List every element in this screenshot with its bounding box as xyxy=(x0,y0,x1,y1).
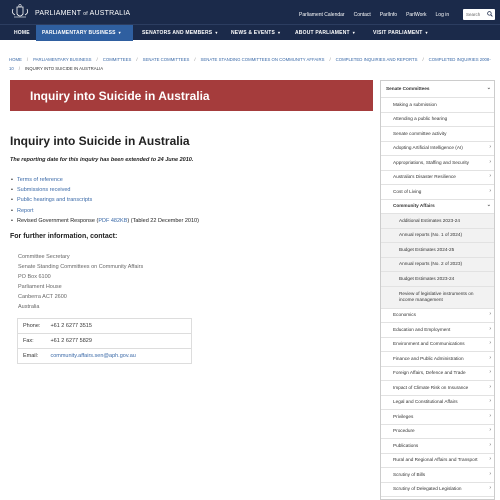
sidebar-item-label: Publications xyxy=(393,442,419,448)
sidebar-section[interactable] xyxy=(381,200,494,215)
breadcrumb-separator: / xyxy=(329,57,331,62)
breadcrumb-separator: / xyxy=(96,57,98,62)
nav-news-events[interactable]: NEWS & EVENTS ▾ xyxy=(231,30,281,36)
list-item xyxy=(11,185,199,195)
chevron-down-icon: ▾ xyxy=(215,30,218,35)
nav-home[interactable]: HOME xyxy=(14,30,30,36)
sidebar-item-label: Australia's Disaster Resilience xyxy=(393,174,456,180)
chevron-right-icon[interactable]: › xyxy=(489,470,491,477)
sidebar-subitem[interactable] xyxy=(381,229,494,244)
sidebar-item-label: Additional Estimates 2023-24 xyxy=(399,217,460,223)
sidebar-subitem[interactable] xyxy=(381,214,494,229)
banner-title: Inquiry into Suicide in Australia xyxy=(30,89,210,103)
chevron-right-icon[interactable]: › xyxy=(489,485,491,492)
page-banner xyxy=(10,80,373,111)
table-row xyxy=(18,349,192,364)
sidebar-subitem[interactable] xyxy=(381,287,494,309)
breadcrumb-link[interactable]: HOME xyxy=(9,57,22,62)
chevron-down-icon: ▾ xyxy=(118,30,121,35)
sidebar-item-label: Environment and Communications xyxy=(393,341,465,347)
util-link-parlinfo[interactable]: ParlInfo xyxy=(379,12,398,18)
sidebar-item-label: Senate committee activity xyxy=(393,130,447,136)
address-line: Parliament House xyxy=(18,284,62,291)
sidebar-item-label: Making a submission xyxy=(393,101,437,107)
chevron-right-icon[interactable]: › xyxy=(489,441,491,448)
sidebar-item-label: Finance and Public Administration xyxy=(393,355,464,361)
chevron-right-icon[interactable]: › xyxy=(489,412,491,419)
contact-table xyxy=(17,318,192,364)
breadcrumb-separator: / xyxy=(18,66,20,71)
chevron-right-icon[interactable]: › xyxy=(489,325,491,332)
sidebar-item-label: Annual reports (No. 2 of 2023) xyxy=(399,261,463,267)
sidebar-item[interactable] xyxy=(381,113,494,128)
public-hearings-link[interactable]: Public hearings and transcripts xyxy=(17,197,93,204)
sidebar-item-label: Budget Estimates 2024-25 xyxy=(399,246,455,252)
sidebar-item-label: Adopting Artificial Intelligence (AI) xyxy=(393,145,463,151)
sidebar-item-label: Annual reports (No. 1 of 2024) xyxy=(399,232,463,238)
search-input[interactable] xyxy=(463,9,495,20)
site-title[interactable]: PARLIAMENT of AUSTRALIA xyxy=(35,10,131,17)
sidebar-item[interactable] xyxy=(381,483,494,498)
postal-address xyxy=(18,252,143,313)
util-link-parlwork[interactable]: ParlWork xyxy=(406,12,427,18)
sidebar-item-label: Attending a public hearing xyxy=(393,116,448,122)
inquiry-documents-list xyxy=(11,175,199,226)
chevron-right-icon[interactable]: › xyxy=(489,456,491,463)
breadcrumb-separator: / xyxy=(136,57,138,62)
page-title: Inquiry into Suicide in Australia xyxy=(10,134,190,148)
govt-response-prefix: Revised Government Response ( xyxy=(17,217,99,224)
chevron-down-icon: ▾ xyxy=(278,30,281,35)
sidebar-item[interactable] xyxy=(381,381,494,396)
breadcrumb-link[interactable]: COMPLETED INQUIRIES 2008-10 xyxy=(9,57,491,71)
sidebar-item-label: Appropriations, Staffing and Security xyxy=(393,159,470,165)
sidebar-item[interactable] xyxy=(381,454,494,469)
main-nav xyxy=(0,24,500,40)
sidebar-item-label: Education and Employment xyxy=(393,326,451,332)
util-link-calendar[interactable]: Parliament Calendar xyxy=(299,12,345,18)
chevron-right-icon[interactable]: › xyxy=(489,427,491,434)
phone-value: +61 2 6277 3515 xyxy=(45,319,191,334)
contact-heading: For further information, contact: xyxy=(10,233,118,240)
address-line: PO Box 6100 xyxy=(18,274,51,281)
fax-value: +61 2 6277 5829 xyxy=(45,334,191,349)
sidebar-item[interactable] xyxy=(381,396,494,411)
sidebar-item[interactable] xyxy=(381,185,494,200)
sidebar-item[interactable] xyxy=(381,127,494,142)
sidebar-item[interactable] xyxy=(381,425,494,440)
sidebar-item-label: Cost of Living xyxy=(393,188,422,194)
report-link[interactable]: Report xyxy=(17,207,34,214)
sidebar-item-label: Community Affairs xyxy=(393,203,435,209)
sidebar-list xyxy=(381,98,494,497)
sidebar-item[interactable] xyxy=(381,323,494,338)
sidebar-item-label: Scrutiny of Bills xyxy=(393,471,426,477)
govt-response-suffix: ) (Tabled 22 December 2010) xyxy=(127,217,199,224)
sidebar-item-label: Foreign Affairs, Defence and Trade xyxy=(393,370,466,376)
sidebar-subitem[interactable] xyxy=(381,258,494,273)
list-item xyxy=(11,206,199,216)
sidebar-item[interactable] xyxy=(381,338,494,353)
sidebar-item[interactable] xyxy=(381,468,494,483)
sidebar-item[interactable] xyxy=(381,352,494,367)
chevron-down-icon[interactable]: ⌄ xyxy=(486,202,491,209)
search-icon[interactable] xyxy=(487,11,493,17)
chevron-down-icon: ▾ xyxy=(425,30,428,35)
chevron-right-icon[interactable]: › xyxy=(489,383,491,390)
phone-label: Phone: xyxy=(18,319,46,334)
breadcrumb-link[interactable]: PARLIAMENTARY BUSINESS xyxy=(33,57,92,62)
sidebar-item-label: Legal and Constitutional Affairs xyxy=(393,399,458,405)
nav-visit-parliament[interactable]: VISIT PARLIAMENT ▾ xyxy=(373,30,428,36)
address-line: Senate Standing Committees on Community Affairs xyxy=(18,264,144,271)
sidebar-item-label: Budget Estimates 2023-24 xyxy=(399,275,455,281)
nav-about-parliament[interactable]: ABOUT PARLIAMENT ▾ xyxy=(295,30,355,36)
list-item xyxy=(11,175,199,185)
reporting-date-note: The reporting date for this inquiry has been extended to 24 June 2010. xyxy=(10,157,194,163)
sidebar-item-label: Procedure xyxy=(393,428,415,434)
util-link-contact[interactable]: Contact xyxy=(353,12,371,18)
email-label: Email: xyxy=(18,349,46,364)
sidebar-item-label: Scrutiny of Delegated Legislation xyxy=(393,486,462,492)
sidebar-item-label: Review of legislative instruments on income management xyxy=(399,291,474,302)
sidebar-heading[interactable]: Senate Committees ⌄ xyxy=(381,81,494,98)
search-placeholder: Search xyxy=(466,12,481,17)
breadcrumb-link[interactable]: COMPLETED INQUIRIES AND REPORTS xyxy=(335,57,418,62)
table-row xyxy=(18,334,192,349)
fax-label: Fax: xyxy=(18,334,46,349)
util-link-login[interactable]: Log in xyxy=(435,12,450,18)
sidebar-item-label: Economics xyxy=(393,312,416,318)
chevron-right-icon[interactable]: › xyxy=(489,340,491,347)
sidebar-item[interactable] xyxy=(381,410,494,425)
sidebar-item[interactable] xyxy=(381,439,494,454)
sidebar-subitem[interactable] xyxy=(381,243,494,258)
coat-of-arms-icon[interactable] xyxy=(10,4,30,20)
breadcrumb-separator: / xyxy=(194,57,196,62)
address-line: Committee Secretary xyxy=(18,254,70,260)
sidebar-item[interactable] xyxy=(381,98,494,113)
address-line: Australia xyxy=(18,304,40,311)
utility-links xyxy=(299,12,449,18)
sidebar-item[interactable] xyxy=(381,171,494,186)
chevron-down-icon: ⌄ xyxy=(486,85,491,91)
sidebar-item-label: Rural and Regional Affairs and Transport xyxy=(393,457,478,463)
nav-parliamentary-business[interactable]: PARLIAMENTARY BUSINESS ▾ xyxy=(36,25,133,41)
sidebar xyxy=(380,80,495,500)
site-header xyxy=(0,0,500,24)
sidebar-item[interactable] xyxy=(381,142,494,157)
chevron-right-icon[interactable]: › xyxy=(489,398,491,405)
govt-response-pdf-link[interactable]: PDF 482KB xyxy=(98,217,128,224)
chevron-right-icon[interactable]: › xyxy=(489,369,491,376)
email-link[interactable]: community.affairs.sen@aph.gov.au xyxy=(50,353,136,359)
breadcrumb-link[interactable]: SENATE COMMITTEES xyxy=(142,57,190,62)
sidebar-item-label: Privileges xyxy=(393,413,414,419)
sidebar-item-label: Impact of Climate Risk on Insurance xyxy=(393,384,469,390)
breadcrumb-link[interactable]: COMMITTEES xyxy=(102,57,132,62)
sidebar-item[interactable] xyxy=(381,367,494,382)
address-line: Canberra ACT 2600 xyxy=(18,294,67,301)
sidebar-subitem[interactable] xyxy=(381,272,494,287)
chevron-right-icon[interactable]: › xyxy=(489,187,491,194)
terms-of-reference-link[interactable]: Terms of reference xyxy=(17,177,63,183)
chevron-right-icon[interactable]: › xyxy=(489,144,491,151)
nav-senators-and-members[interactable]: SENATORS AND MEMBERS ▾ xyxy=(142,30,218,36)
sidebar-item[interactable] xyxy=(381,309,494,324)
list-item xyxy=(11,216,199,226)
list-item xyxy=(11,195,199,205)
sidebar-item[interactable] xyxy=(381,156,494,171)
submissions-received-link[interactable]: Submissions received xyxy=(17,187,71,194)
breadcrumb-current: INQUIRY INTO SUICIDE IN AUSTRALIA xyxy=(24,66,104,71)
chevron-right-icon[interactable]: › xyxy=(489,158,491,165)
chevron-right-icon[interactable]: › xyxy=(489,173,491,180)
chevron-down-icon: ▾ xyxy=(352,30,355,35)
table-row xyxy=(18,319,192,334)
breadcrumb xyxy=(9,55,495,73)
breadcrumb-separator: / xyxy=(26,57,29,62)
chevron-right-icon[interactable]: › xyxy=(489,354,491,361)
breadcrumb-link[interactable]: SENATE STANDING COMMITTEES ON COMMUNITY AFFAIRS xyxy=(200,57,325,62)
chevron-right-icon[interactable]: › xyxy=(489,311,491,318)
breadcrumb-separator: / xyxy=(422,57,424,62)
